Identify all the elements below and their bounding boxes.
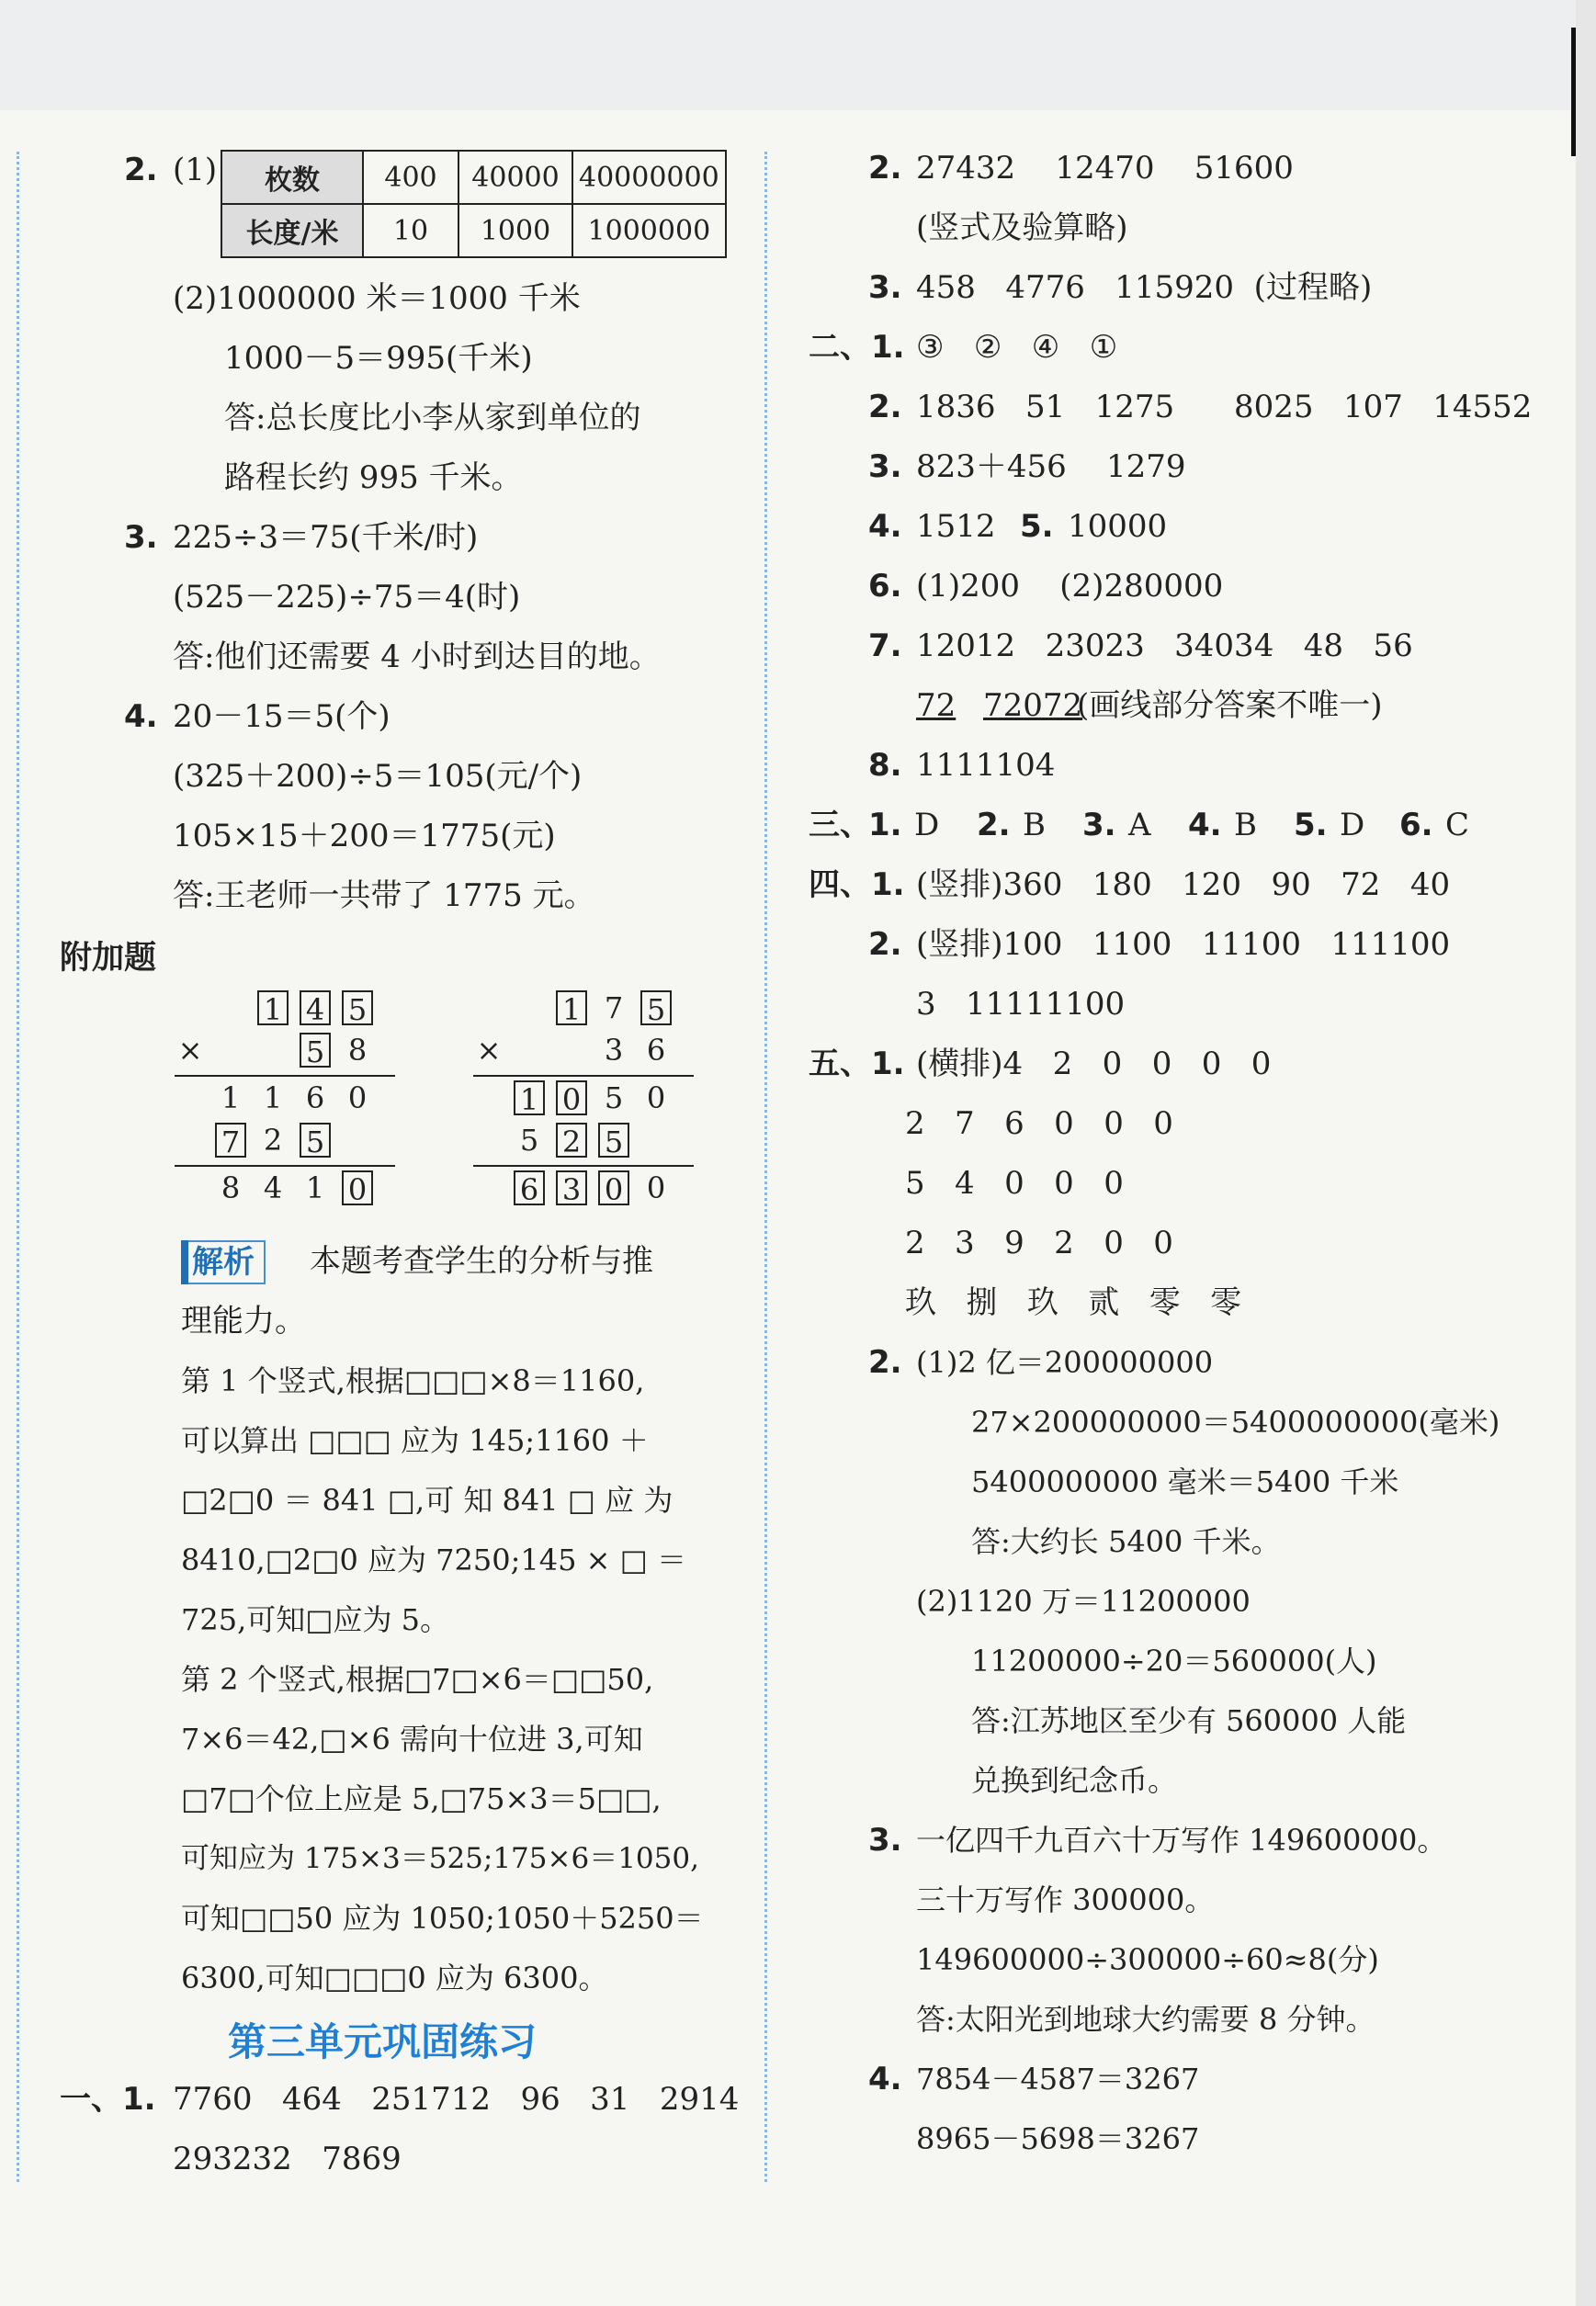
section-1-label: 一、1. <box>60 2081 156 2118</box>
analysis-tag: 解析 <box>181 1240 266 1284</box>
s4-1-text: (竖排)360 180 120 90 72 40 <box>916 866 1451 903</box>
calc-digit: 5 <box>604 1080 624 1115</box>
s5-3-line: 149600000÷300000÷60≈8(分) <box>916 1942 1379 1977</box>
s4-2-text: (竖排)100 1100 11100 111100 <box>916 926 1451 963</box>
section-1-line: 7760 464 251712 96 31 2914 <box>173 2081 740 2118</box>
s5-2-line: 兑换到纪念币。 <box>971 1763 1178 1798</box>
s2-8-text: 1111104 <box>916 747 1056 784</box>
r2-line: 27432 12470 51600 <box>916 150 1294 187</box>
calc-digit: 2 <box>556 1123 587 1158</box>
calc-digit: 5 <box>519 1123 539 1158</box>
analysis-line: 7×6＝42,□×6 需向十位进 3,可知 <box>181 1722 643 1757</box>
s2-1-answer: ③ ② ④ ① <box>916 329 1118 366</box>
table-row <box>221 204 726 257</box>
analysis-line: 可以算出 □□□ 应为 145;1160 ＋ <box>181 1423 649 1458</box>
center-divider <box>764 152 767 2182</box>
section-3-label: 三、 <box>809 807 871 843</box>
calc-digit: 0 <box>598 1170 629 1205</box>
calc-digit: 3 <box>604 1033 624 1068</box>
s2-item-number: 6. <box>868 568 902 605</box>
s2-item-text: 10000 <box>1068 508 1168 545</box>
left-divider <box>17 152 19 2182</box>
s3-number: 1. <box>868 807 902 843</box>
table-cell: 枚数 <box>221 151 363 204</box>
calc-digit: 1 <box>556 990 587 1025</box>
s5-3-number: 3. <box>868 1822 902 1859</box>
table-cell: 1000 <box>458 204 572 257</box>
q4-number: 4. <box>124 698 158 735</box>
calc-digit: 7 <box>604 990 624 1025</box>
s2-item-number: 2. <box>868 389 902 425</box>
q4-line: 105×15＋200＝1775(元) <box>173 818 556 854</box>
q3-line: (525－225)÷75＝4(时) <box>173 579 521 616</box>
s2-8-number: 8. <box>868 747 902 784</box>
analysis-line: 第 1 个竖式,根据□□□×8＝1160, <box>181 1363 645 1398</box>
s2-item-number: 7. <box>868 627 902 664</box>
calc-digit: 4 <box>263 1170 283 1205</box>
calc-digit: 1 <box>263 1080 283 1115</box>
calc-digit: 6 <box>514 1170 545 1205</box>
section-2-label: 二、1. <box>809 329 905 366</box>
s3-answer: D <box>1340 807 1365 843</box>
s4-2-text: 3 11111100 <box>916 986 1126 1023</box>
calc-rule <box>473 1075 694 1077</box>
page-top-band <box>0 0 1596 110</box>
table-cell: 1000000 <box>572 204 726 257</box>
r3-line: 458 4776 115920 (过程略) <box>916 269 1373 306</box>
calc-digit: 1 <box>514 1080 545 1115</box>
r3-number: 3. <box>868 269 902 306</box>
calc-digit: 5 <box>598 1123 629 1158</box>
section-4-label: 四、1. <box>809 866 905 903</box>
s5-2-line: (1)2 亿＝200000000 <box>916 1345 1214 1380</box>
s2-item-number: 5. <box>1020 508 1054 545</box>
s5-4-line: 7854－4587＝3267 <box>916 2062 1200 2097</box>
s3-number: 4. <box>1188 807 1222 843</box>
analysis-line: 725,可知□应为 5。 <box>181 1602 450 1637</box>
q2-line: 答:总长度比小李从家到单位的 <box>224 400 641 436</box>
calc-digit: 2 <box>263 1123 283 1158</box>
calc-digit: 6 <box>646 1033 666 1068</box>
q2-number: 2. <box>124 152 158 188</box>
table-cell: 400 <box>363 151 458 204</box>
q3-number: 3. <box>124 519 158 556</box>
calc-digit: 5 <box>640 990 672 1025</box>
calc-digit: 7 <box>215 1123 246 1158</box>
calc-digit: 5 <box>300 1033 331 1068</box>
calc-digit: 0 <box>347 1080 368 1115</box>
analysis-line: 6300,可知□□□0 应为 6300。 <box>181 1961 608 1995</box>
s3-answer: B <box>1023 807 1046 843</box>
analysis-line: 8410,□2□0 应为 7250;145 × □ ＝ <box>181 1543 687 1577</box>
s5-3-line: 三十万写作 300000。 <box>916 1882 1215 1917</box>
r2-number: 2. <box>868 150 902 187</box>
s3-number: 2. <box>977 807 1011 843</box>
analysis-line: 可知□□50 应为 1050;1050＋5250＝ <box>181 1901 704 1936</box>
s5-1-text: (横排)4 2 0 0 0 0 <box>916 1046 1272 1082</box>
calc-operator: × <box>177 1033 203 1068</box>
calc-rule <box>175 1165 395 1167</box>
calc-digit: 0 <box>556 1080 587 1115</box>
table-cell: 10 <box>363 204 458 257</box>
s5-2-line: 答:江苏地区至少有 560000 人能 <box>971 1703 1407 1738</box>
table-cell: 40000 <box>458 151 572 204</box>
analysis-line: 理能力。 <box>181 1303 306 1340</box>
s3-number: 3. <box>1082 807 1116 843</box>
table-cell: 40000000 <box>572 151 726 204</box>
s3-number: 6. <box>1399 807 1433 843</box>
s3-answer: D <box>914 807 940 843</box>
underlined-answer: 72 <box>916 687 956 724</box>
calc-rule <box>175 1075 395 1077</box>
page-right-edge <box>1576 0 1596 2306</box>
calc-digit: 5 <box>342 990 373 1025</box>
s5-3-line: 一亿四千九百六十万写作 149600000。 <box>916 1823 1447 1858</box>
calc-rule <box>473 1165 694 1167</box>
s5-3-line: 答:太阳光到地球大约需要 8 分钟。 <box>916 2002 1375 2037</box>
s4-2-number: 2. <box>868 926 902 963</box>
calc-digit: 1 <box>305 1170 325 1205</box>
s5-1-row: 2 7 6 0 0 0 <box>905 1105 1173 1142</box>
s5-2-number: 2. <box>868 1344 902 1381</box>
s5-2-line: 11200000÷20＝560000(人) <box>971 1644 1377 1679</box>
s5-2-line: 答:大约长 5400 千米。 <box>971 1524 1281 1559</box>
calc-digit: 0 <box>646 1170 666 1205</box>
calc-digit: 6 <box>305 1080 325 1115</box>
s5-2-line: 27×200000000＝5400000000(毫米) <box>971 1405 1500 1440</box>
calc-digit: 3 <box>556 1170 587 1205</box>
s3-answer: B <box>1234 807 1257 843</box>
s5-2-line: (2)1120 万＝11200000 <box>916 1584 1251 1619</box>
s2-item-text: 12012 23023 34034 48 56 <box>916 627 1413 664</box>
calc-digit: 0 <box>342 1170 373 1205</box>
table-row <box>221 151 726 204</box>
analysis-line: 本题考查学生的分析与推 <box>310 1243 653 1280</box>
s2-7-note: (画线部分答案不唯一) <box>1077 687 1383 724</box>
calc-operator: × <box>476 1033 502 1068</box>
s5-1-row: 2 3 9 2 0 0 <box>905 1225 1173 1261</box>
q3-line: 225÷3＝75(千米/时) <box>173 519 479 556</box>
s3-answer: C <box>1445 807 1470 843</box>
q2-line: (2)1000000 米＝1000 千米 <box>173 280 581 317</box>
q2-line: 路程长约 995 千米。 <box>224 459 523 496</box>
s2-item-text: 1512 <box>916 508 1025 545</box>
q2-line: 1000－5＝995(千米) <box>224 340 533 377</box>
calc-digit: 1 <box>221 1080 241 1115</box>
calc-digit: 8 <box>221 1170 241 1205</box>
q4-line: 答:王老师一共带了 1775 元。 <box>173 877 595 914</box>
section-5-label: 五、1. <box>809 1046 905 1082</box>
s5-4-line: 8965－5698＝3267 <box>916 2121 1200 2156</box>
s2-item-text: 823＋456 1279 <box>916 448 1186 485</box>
underlined-answer: 72072 <box>983 687 1083 724</box>
answer-table <box>221 150 727 258</box>
q4-line: (325＋200)÷5＝105(元/个) <box>173 758 583 795</box>
s3-answer: A <box>1128 807 1151 843</box>
edge-mark <box>1571 28 1576 156</box>
q3-line: 答:他们还需要 4 小时到达目的地。 <box>173 639 661 675</box>
analysis-line: □2□0 ＝ 841 □,可 知 841 □ 应 为 <box>181 1483 673 1518</box>
s2-item-text: 1836 51 1275 8025 107 14552 <box>916 389 1533 425</box>
s5-4-number: 4. <box>868 2061 902 2097</box>
calc-digit: 5 <box>300 1123 331 1158</box>
s5-1-row: 5 4 0 0 0 <box>905 1165 1124 1202</box>
calc-digit: 4 <box>300 990 331 1025</box>
analysis-line: □7□个位上应是 5,□75×3＝5□□, <box>181 1781 662 1816</box>
table-cell: 长度/米 <box>221 204 363 257</box>
bonus-heading: 附加题 <box>60 940 157 977</box>
calc-digit: 1 <box>257 990 289 1025</box>
s5-1-row: 玖 捌 玖 贰 零 零 <box>905 1284 1242 1321</box>
r2-line: (竖式及验算略) <box>916 209 1128 246</box>
calc-digit: 0 <box>646 1080 666 1115</box>
s3-number: 5. <box>1294 807 1328 843</box>
section-1-line: 293232 7869 <box>173 2141 402 2177</box>
q4-line: 20－15＝5(个) <box>173 698 391 735</box>
s2-item-number: 4. <box>868 508 902 545</box>
unit-title: 第三单元巩固练习 <box>228 2019 538 2064</box>
calc-digit: 8 <box>347 1033 368 1068</box>
s5-2-line: 5400000000 毫米＝5400 千米 <box>971 1464 1399 1499</box>
s2-item-number: 3. <box>868 448 902 485</box>
analysis-line: 第 2 个竖式,根据□7□×6＝□□50, <box>181 1662 654 1697</box>
s2-item-text: (1)200 (2)280000 <box>916 568 1224 605</box>
q2-part1: (1) <box>173 152 218 188</box>
analysis-line: 可知应为 175×3＝525;175×6＝1050, <box>181 1842 699 1875</box>
